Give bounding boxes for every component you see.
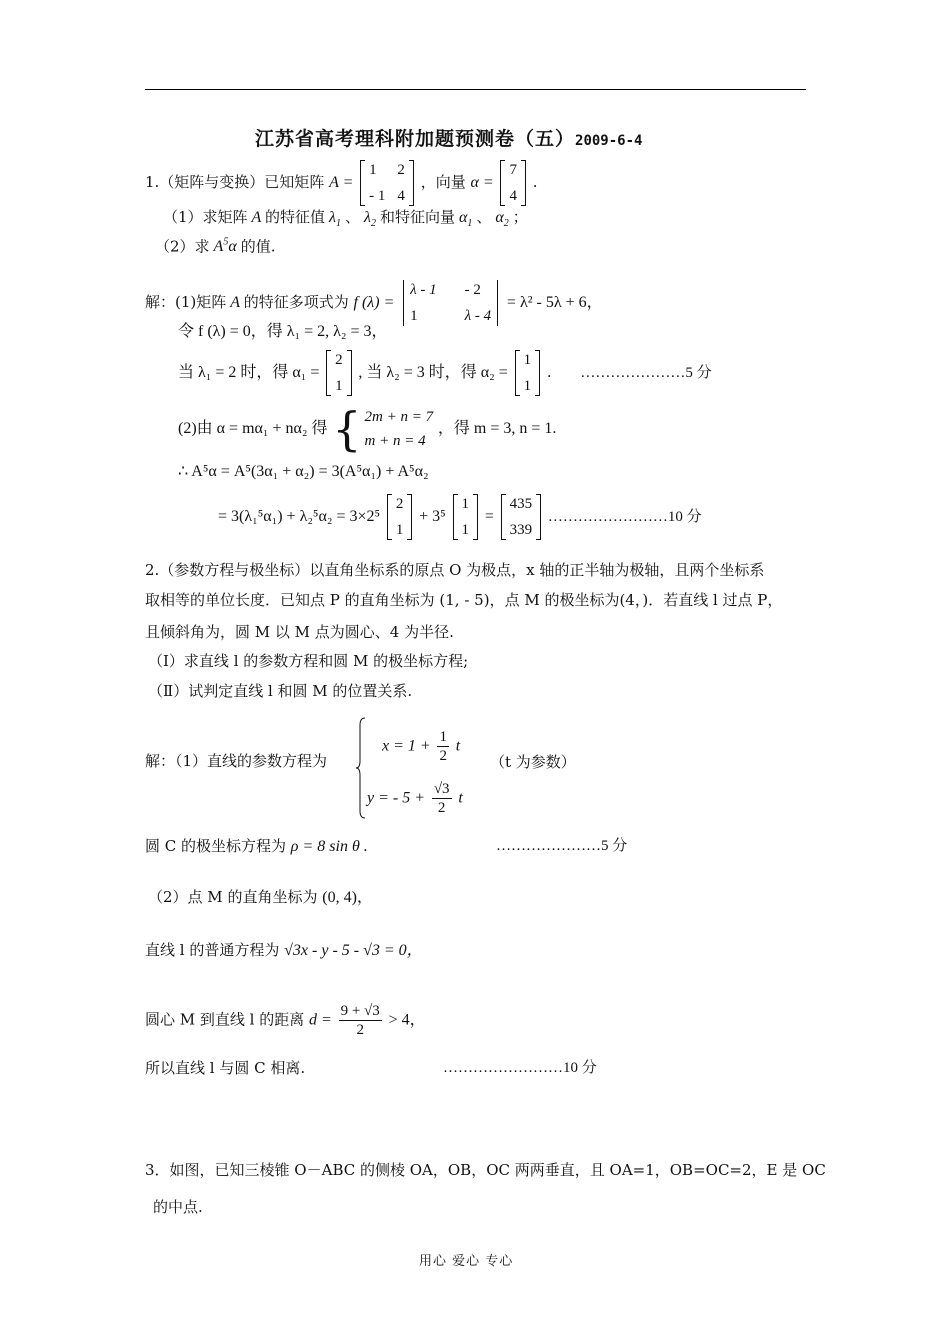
header-rule <box>145 89 806 90</box>
det-cell: - 2 <box>464 282 481 298</box>
q2-sol-1: 解：（1）直线的参数方程为 <box>145 752 328 770</box>
q3-stem-2: 的中点. <box>153 1198 203 1216</box>
q1-when1: 当 λ₁ = 2 时，得 α₁ = <box>178 364 320 381</box>
q1-p2-pre: (2)由 α = mα₁ + nα₂ 得 <box>178 420 328 437</box>
vector-cell: 1 <box>461 522 470 538</box>
det-cell: λ - 1 <box>410 282 437 298</box>
title-text: 江苏省高考理科附加题预测卷（五） <box>255 128 576 150</box>
frac-den: 2 <box>439 748 447 764</box>
det-cell: 1 <box>410 308 418 324</box>
q1-vector-label: α = <box>470 174 494 191</box>
q2-line-equation: √3x - y - 5 - √3 = 0， <box>284 942 423 959</box>
q2-circle <box>145 836 368 857</box>
q2-distance <box>145 1002 426 1039</box>
q2-param-note: （t 为参数） <box>490 753 576 771</box>
q1-vector-2 <box>515 350 541 396</box>
page-footer: 用心 爱心 专心 <box>419 1254 514 1269</box>
q2-y-eq: y = - 5 + <box>367 789 426 807</box>
q1-symbol: $\lambda_2$ <box>360 209 376 230</box>
q2-m-pre: （2）点 M 的直角坐标为 <box>148 888 318 906</box>
vector-cell: 1 <box>335 378 343 394</box>
q2-y-equation <box>367 780 463 817</box>
q2-dist-fraction <box>339 1002 382 1039</box>
q1-symbol: $\alpha_1$ <box>454 209 473 230</box>
q1-vector-1 <box>326 350 352 396</box>
frac-num: 9 + √3 <box>340 1003 380 1019</box>
system-row: 2m + n = 7 <box>364 409 434 425</box>
q1-final-vector-1 <box>387 494 413 540</box>
q1-score-10: ……………………10 分 <box>547 509 702 525</box>
q2-y-t: t <box>458 789 463 807</box>
q2-conclusion: 所以直线 l 与圆 C 相离. <box>145 1059 306 1077</box>
q1-symbol: $\alpha_2$ <box>491 209 509 230</box>
q1-final-pre: = 3(λ₁⁵α₁) + λ₂⁵α₂ = 3×2⁵ <box>218 508 381 525</box>
q2-part2: （Ⅱ）试判定直线 l 和圆 M 的位置关系. <box>148 682 413 700</box>
q1-vector-alpha <box>500 160 526 206</box>
q1-final: = 3(λ₁⁵α₁) + λ₂⁵α₂ = 3×2⁵ 2 1 + 3⁵ 1 1 = 435 339 ……………………10 分 <box>218 496 702 538</box>
vector-cell: 435 <box>509 496 533 512</box>
matrix-cell: 1 <box>369 162 377 178</box>
q2-line-pre: 直线 l 的普通方程为 <box>145 941 280 959</box>
q2-x-equation <box>382 728 460 765</box>
title-date: 2009-6-4 <box>575 133 643 149</box>
frac-num: √3 <box>433 781 450 797</box>
vector-cell: 2 <box>395 496 404 512</box>
vector-cell: 4 <box>509 188 517 204</box>
q1-matrix-label: A = <box>329 174 354 191</box>
q1-when2: , 当 λ₂ = 3 时，得 α₂ = <box>358 364 508 381</box>
vector-cell: 339 <box>509 522 533 538</box>
matrix-cell: - 1 <box>369 188 386 204</box>
page-title <box>255 124 642 151</box>
matrix-cell: 4 <box>397 188 405 204</box>
q1-sol-intro: 解：(1)矩阵 <box>145 293 227 311</box>
q1-part1-text-c: 和特征向量 <box>379 208 455 226</box>
q2-stem-1: 2.（参数方程与极坐标）以直角坐标系的原点 O 为极点，x 轴的正半轴为极轴，且两个坐标系 <box>145 561 765 579</box>
q1-p2-post: ，得 m = 3, n = 1. <box>437 420 557 437</box>
vector-cell: 1 <box>461 496 470 512</box>
q2-dist-post: > 4， <box>388 1011 426 1029</box>
q1-part2-solution <box>178 402 557 456</box>
vector-cell: 7 <box>509 162 517 178</box>
vector-cell: 1 <box>523 352 532 368</box>
q1-symbol: A <box>247 209 266 226</box>
q1-part1-text: （1）求矩阵 <box>163 208 248 226</box>
frac-num: 1 <box>439 729 447 745</box>
q2-dist-d: d = <box>309 1011 332 1029</box>
q1-solution-charpoly <box>145 280 603 326</box>
q1-symbol: A <box>226 294 244 311</box>
system-row: m + n = 4 <box>364 433 426 449</box>
q1-eigenvalues: 令 f (λ) = 0，得 λ₁ = 2, λ₂ = 3， <box>178 323 388 340</box>
q1-stem: 1.（矩阵与变换）已知矩阵 A = 1 2 - 1 4 ，向量 α = 7 4 . <box>145 162 538 204</box>
q1-eigenvectors: 当 λ₁ = 2 时，得 α₁ = 2 1 , 当 λ₂ = 3 时，得 α₂ = 1 1 . …………………5 分 <box>178 352 712 394</box>
q2-line-eq <box>145 940 423 961</box>
q2-score-5: …………………5 分 <box>496 838 628 854</box>
q2-system-brace <box>356 717 366 819</box>
q1-score-5: …………………5 分 <box>580 365 712 381</box>
q1-result-vector <box>501 494 542 540</box>
frac-den: 2 <box>356 1022 364 1038</box>
q1-linear-system: { 2m + n = 7 m + n = 4 <box>332 402 434 456</box>
q2-circle-pre: 圆 C 的极坐标方程为 <box>145 837 287 855</box>
q2-x-eq: x = 1 + <box>382 737 431 755</box>
q2-dist-pre: 圆心 M 到直线 l 的距离 <box>145 1010 305 1029</box>
vector-cell: 2 <box>335 352 343 368</box>
q3-stem-1: 3．如图，已知三棱锥 O－ABC 的侧棱 OA，OB，OC 两两垂直，且 OA=1，OB=OC=2，E 是 OC <box>145 1161 826 1179</box>
q1-part1: （1）求矩阵 A 的特征值 $\lambda_1$ 、 $\lambda_2$ 和特征向量 $\alpha_1$ 、 $\alpha_2$ ； <box>163 208 528 230</box>
q1-charpoly-result: = λ² - 5λ + 6， <box>506 294 603 311</box>
q2-part1: （Ⅰ）求直线 l 的参数方程和圆 M 的极坐标方程; <box>148 652 469 670</box>
q1-plus: + 3⁵ <box>419 508 446 525</box>
q1-sol-intro-b: 的特征多项式为 <box>243 293 349 311</box>
q1-symbol: $\lambda_1$ <box>325 209 341 230</box>
q2-m-coords <box>148 887 373 908</box>
q2-stem-2: 取相等的单位长度．已知点 P 的直角坐标为 (1, - 5)，点 M 的极坐标为(4，)．若直线 l 过点 P， <box>145 591 783 609</box>
det-cell: λ - 4 <box>464 308 492 324</box>
q2-y-fraction <box>432 780 452 817</box>
q1-determinant <box>401 280 500 326</box>
q1-part2-text: （2）求 <box>155 237 210 256</box>
q2-m-val: (0, 4)， <box>322 889 373 906</box>
vector-cell: 1 <box>395 522 404 538</box>
q1-f-lambda: f (λ) = <box>353 294 395 311</box>
q1-part2 <box>155 233 276 257</box>
q2-circle-eq: ρ = 8 sin θ . <box>290 838 368 855</box>
q2-score-10: ……………………10 分 <box>443 1060 597 1076</box>
q1-final-vector-2 <box>453 494 479 540</box>
matrix-cell: 2 <box>397 162 405 178</box>
q1-symbol: $A^5\alpha$ <box>209 237 241 256</box>
q1-therefore: ∴ A⁵α = A⁵(3α₁ + α₂) = 3(A⁵α₁) + A⁵α₂ <box>178 463 429 480</box>
q2-stem-3: 且倾斜角为，圆 M 以 M 点为圆心、4 为半径. <box>145 623 454 641</box>
vector-cell: 1 <box>523 378 532 394</box>
frac-den: 2 <box>437 800 446 816</box>
q1-stem-mid: ，向量 <box>420 173 466 191</box>
q2-x-t: t <box>455 737 461 755</box>
q1-part2-text-b: 的值. <box>240 237 276 256</box>
q1-matrix-A <box>360 160 414 206</box>
q1-stem-text: 1.（矩阵与变换）已知矩阵 <box>145 173 325 191</box>
q1-part1-text-b: 的特征值 <box>265 208 326 226</box>
q2-x-fraction <box>437 728 449 765</box>
